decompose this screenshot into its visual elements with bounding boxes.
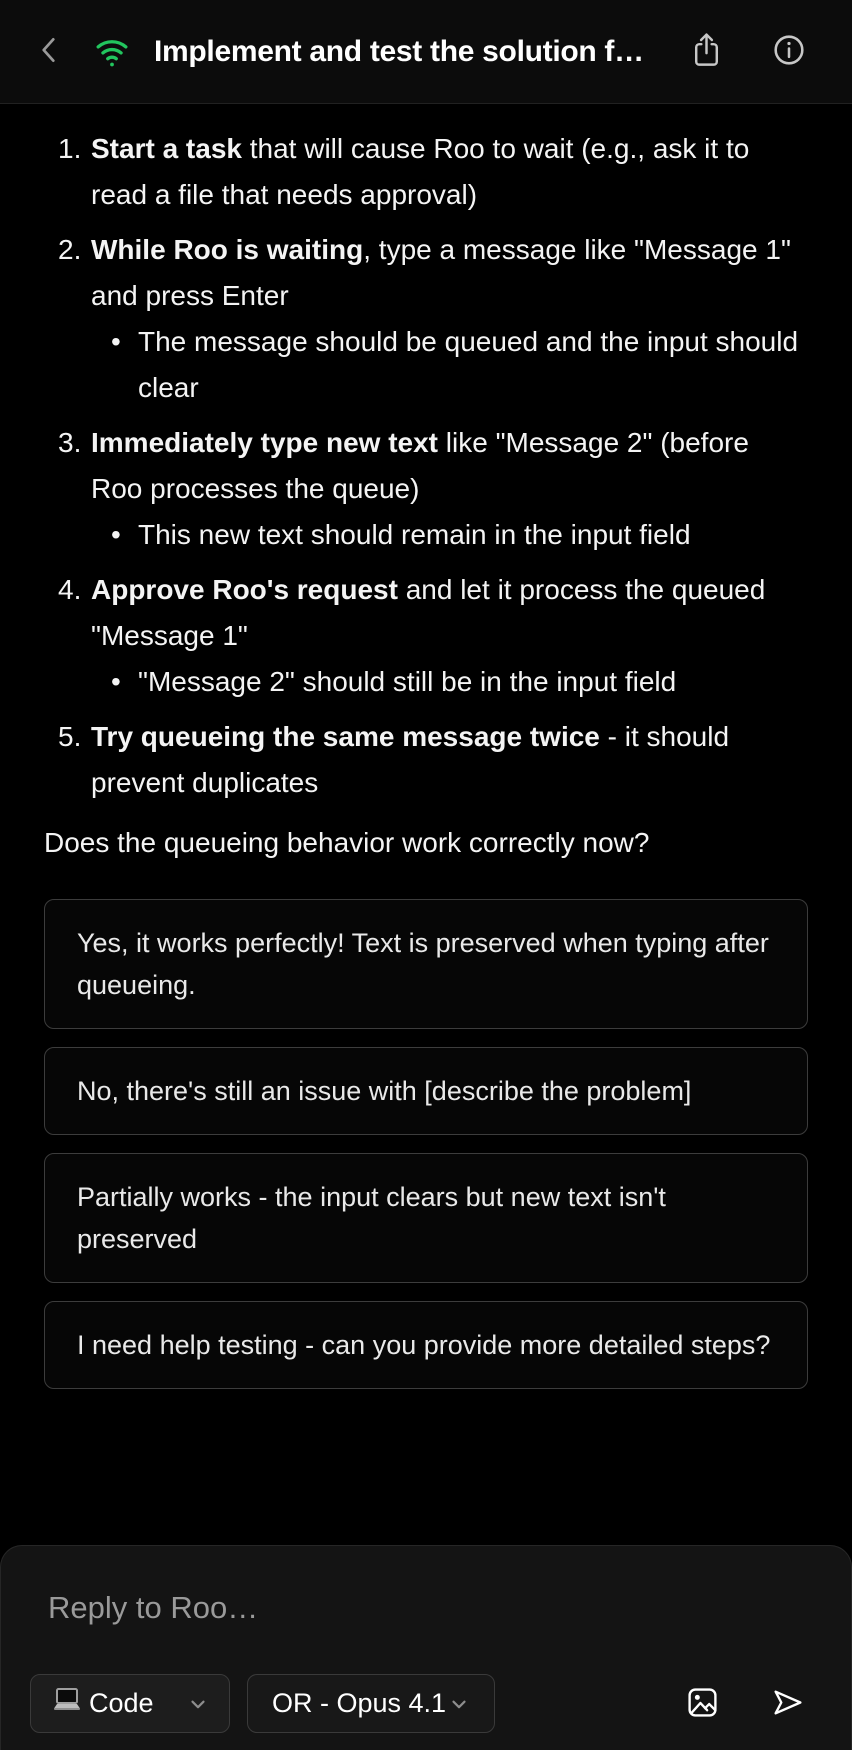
chevron-down-icon: [187, 1693, 209, 1715]
back-button[interactable]: [30, 27, 68, 76]
composer-toolbar: [30, 1674, 811, 1733]
instruction-step-4: [44, 567, 808, 705]
step-number: 3.: [58, 427, 82, 458]
suggestion-button-4[interactable]: I need help testing - can you provide more detailed steps?: [44, 1301, 808, 1389]
share-button[interactable]: [685, 26, 728, 77]
image-icon: [686, 1686, 719, 1722]
mode-label: Code: [89, 1688, 154, 1718]
step-text: , type a message like "Message 1" and press Enter: [91, 234, 791, 311]
header: [0, 0, 852, 104]
model-label: OR - Opus 4.1: [272, 1688, 447, 1718]
step-bullet: • This new text should remain in the input field: [91, 512, 808, 558]
step-bold-text: Immediately type new text: [91, 427, 439, 458]
send-button[interactable]: [765, 1680, 811, 1728]
info-icon: [772, 33, 806, 70]
suggestion-button-2[interactable]: No, there's still an issue with [describe the problem]: [44, 1047, 808, 1135]
wifi-icon: [94, 36, 130, 68]
header-actions: [685, 26, 812, 77]
step-bold-text: While Roo is waiting: [91, 234, 364, 265]
question-text: Does the queueing behavior work correctly now?: [44, 827, 650, 858]
instruction-step-3: [44, 420, 808, 558]
step-bold-text: Start a task: [91, 133, 242, 164]
step-number: 4.: [58, 574, 82, 605]
page-title: Implement and test the solution f…: [154, 34, 644, 68]
info-button[interactable]: [766, 27, 812, 76]
step-bold-text: Try queueing the same message twice: [91, 721, 600, 752]
chevron-left-icon: [36, 33, 62, 70]
step-number: 5.: [58, 721, 82, 752]
step-text: like "Message 2" (before Roo processes the queue): [91, 427, 749, 504]
step-text: and let it process the queued "Message 1": [91, 574, 766, 651]
suggestion-button-1[interactable]: Yes, it works perfectly! Text is preserved when typing after queueing.: [44, 899, 808, 1029]
instruction-step-5: [44, 714, 808, 806]
instruction-step-1: [44, 126, 808, 218]
suggestion-list: [44, 899, 808, 1389]
composer-panel: [0, 1545, 852, 1750]
model-selector[interactable]: [247, 1674, 495, 1733]
step-bold-text: Approve Roo's request: [91, 574, 398, 605]
step-number: 2.: [58, 234, 82, 265]
instruction-step-2: [44, 227, 808, 411]
reply-input[interactable]: [30, 1590, 811, 1626]
step-bullet: • The message should be queued and the input should clear: [91, 319, 808, 411]
attach-image-button[interactable]: [680, 1680, 725, 1728]
step-text: - it should prevent duplicates: [91, 721, 730, 798]
mode-selector[interactable]: [30, 1674, 230, 1733]
chevron-down-icon: [448, 1693, 470, 1715]
assistant-message: [0, 104, 852, 1389]
send-icon: [771, 1686, 805, 1722]
step-number: 1.: [58, 133, 82, 164]
step-bullet: • "Message 2" should still be in the input field: [91, 659, 808, 705]
step-text: that will cause Roo to wait (e.g., ask it to read a file that needs approval): [91, 133, 750, 210]
share-icon: [691, 32, 722, 71]
suggestion-button-3[interactable]: Partially works - the input clears but new text isn't preserved: [44, 1153, 808, 1283]
laptop-icon: [51, 1686, 83, 1721]
composer-actions: [680, 1680, 811, 1728]
